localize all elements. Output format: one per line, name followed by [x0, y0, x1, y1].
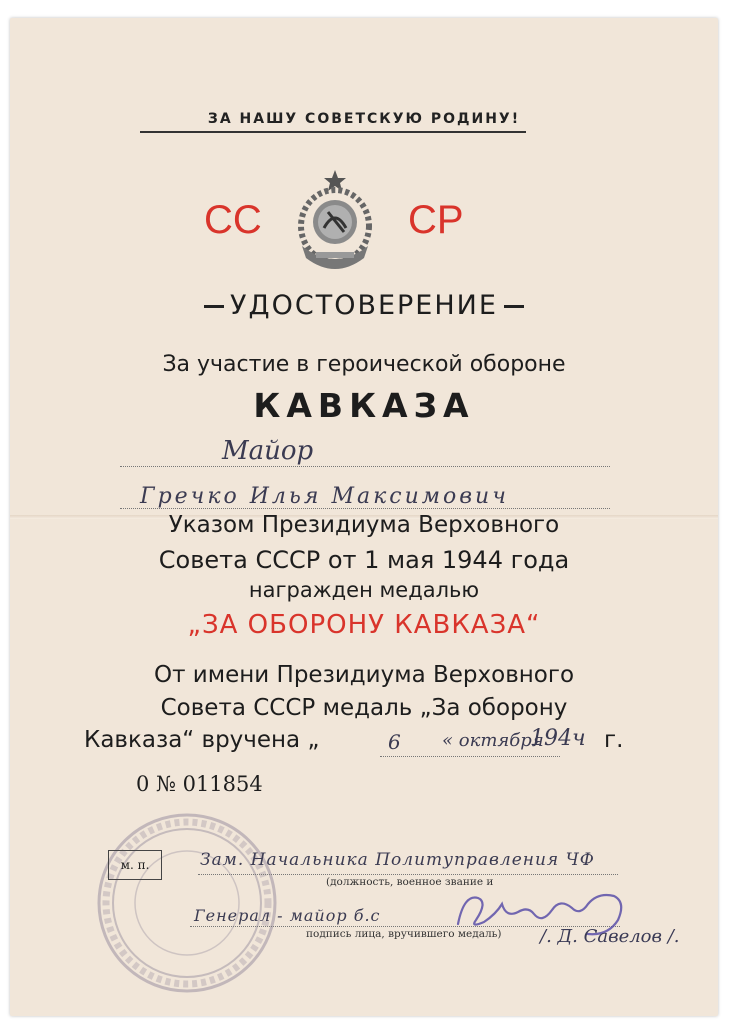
state-emblem-icon	[288, 168, 382, 278]
title-dash-right	[504, 305, 524, 308]
presentation-line-2: Совета СССР медаль „За оборону	[160, 695, 568, 721]
signature-caption: подпись лица, вручившего медаль)	[306, 928, 502, 940]
award-year: 194ч	[530, 726, 586, 751]
rank-dotted-line	[120, 466, 610, 467]
serial-number: 0 № 011854	[136, 772, 263, 796]
ussr-right-letters: СР	[408, 198, 464, 242]
date-dotted-line	[380, 756, 560, 757]
region: КАВКАЗА	[253, 386, 475, 425]
ussr-left-letters: СС	[204, 198, 262, 242]
motto: ЗА НАШУ СОВЕТСКУЮ РОДИНУ!	[207, 111, 521, 127]
seal-place-label: м. п.	[108, 850, 162, 880]
presentation-line-3: Кавказа“ вручена „	[84, 727, 320, 753]
title-dash-left	[204, 305, 224, 308]
round-stamp-icon	[94, 810, 280, 996]
subtitle: За участие в героической обороне	[162, 352, 566, 377]
certificate-sheet	[10, 18, 718, 1016]
position-dotted-line	[198, 874, 618, 875]
award-month: « октября	[442, 730, 544, 751]
award-day: 6	[388, 730, 401, 754]
position-caption: (должность, военное звание и	[326, 876, 494, 888]
decree-line-2: Совета СССР от 1 мая 1944 года	[158, 546, 570, 574]
name-handwritten: Гречко Илья Максимович	[140, 484, 509, 509]
decree-line-1: Указом Президиума Верховного	[168, 512, 560, 538]
rank-handwritten: Майор	[222, 436, 314, 466]
position-handwritten: Зам. Начальника Политуправления ЧФ	[200, 850, 595, 870]
rank2-handwritten: Генерал - майор б.с	[194, 906, 381, 925]
signer-name-handwritten: /. Д. Савелов /.	[540, 926, 680, 947]
motto-underline	[140, 131, 526, 133]
name-dotted-line	[120, 508, 610, 509]
document-title	[10, 290, 718, 321]
decree-line-3: награжден медалью	[248, 578, 480, 602]
presentation-line-1: От имени Президиума Верховного	[153, 662, 575, 688]
medal-name: „ЗА ОБОРОНУ КАВКАЗА“	[187, 610, 541, 640]
title-text: УДОСТОВЕРЕНИЕ	[230, 290, 498, 321]
year-suffix: г.	[604, 727, 624, 753]
